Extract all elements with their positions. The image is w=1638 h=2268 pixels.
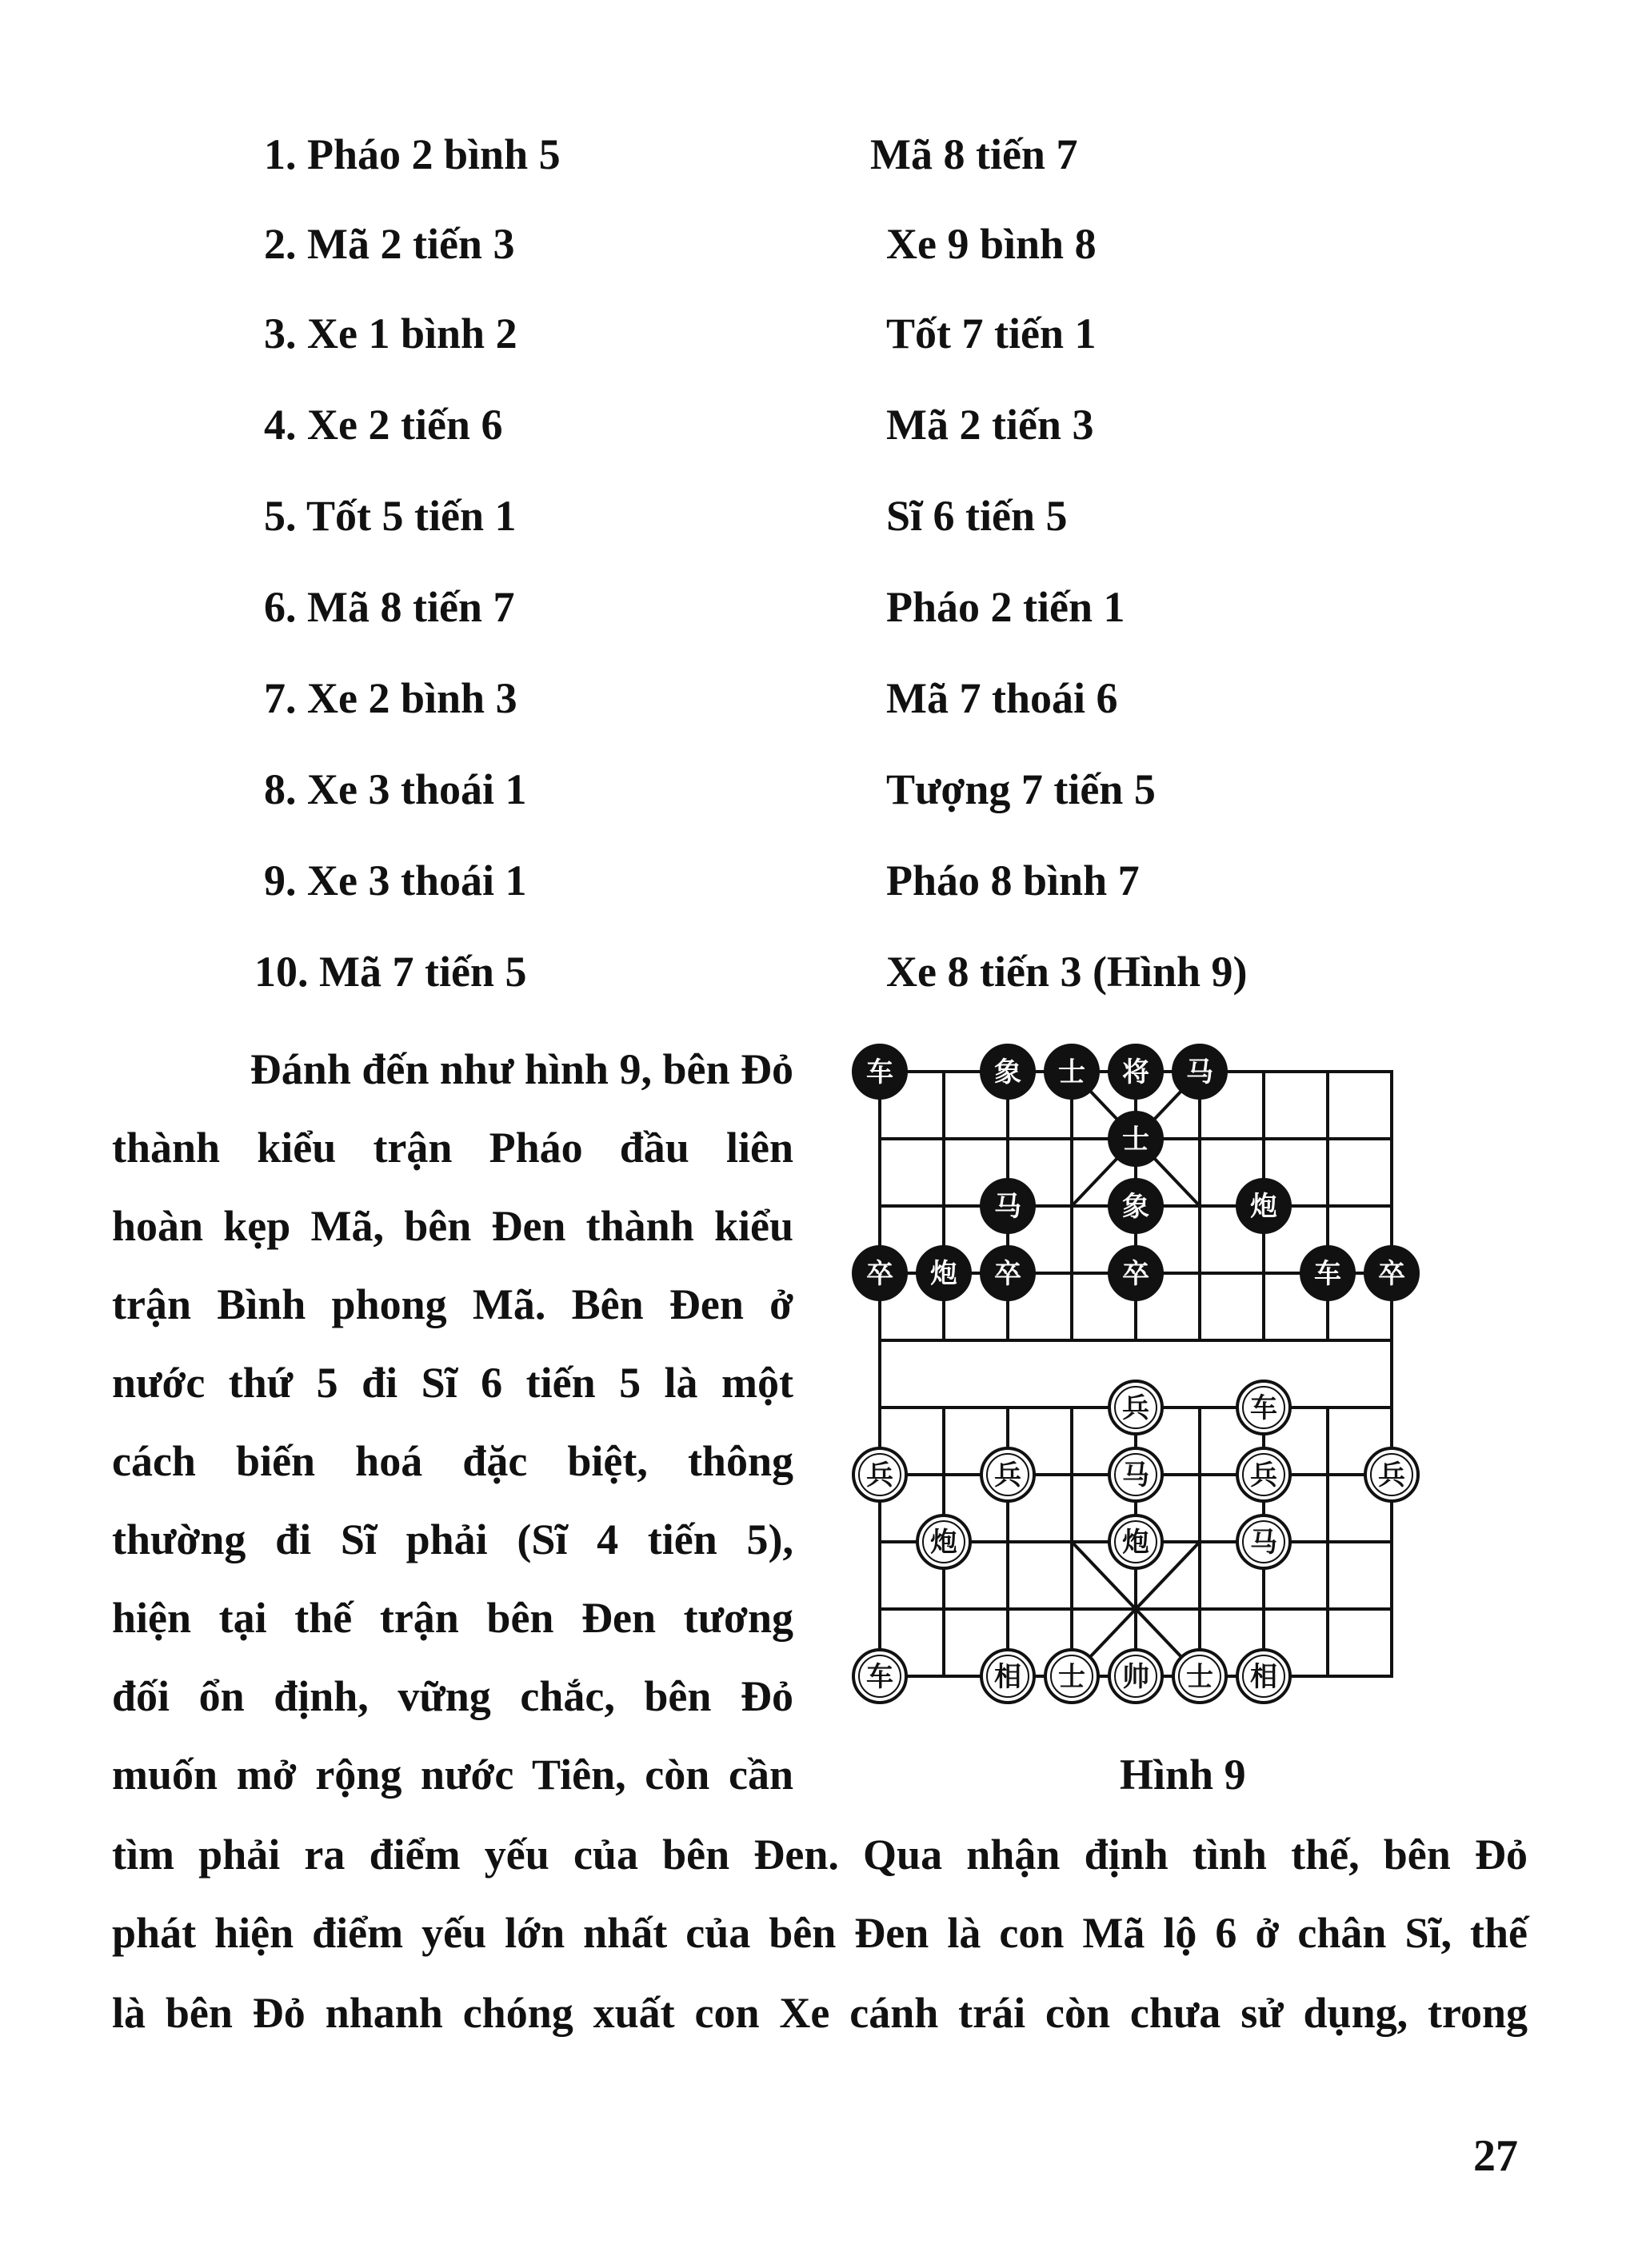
piece-label: 象	[994, 1056, 1021, 1088]
piece-label: 马	[1186, 1056, 1213, 1088]
piece-label: 相	[1250, 1661, 1277, 1693]
paragraph-line: hiện tại thế trận bên Đen tương	[112, 1594, 793, 1642]
piece-label: 炮	[1122, 1527, 1149, 1559]
piece-label: 炮	[930, 1258, 957, 1290]
piece-label: 炮	[1250, 1191, 1277, 1223]
page-number: 27	[1473, 2131, 1518, 2181]
piece-label: 马	[1122, 1459, 1149, 1491]
move-red-7: 7. Xe 2 bình 3	[264, 674, 517, 722]
piece-label: 士	[1122, 1124, 1149, 1156]
paragraph-line: Đánh đến như hình 9, bên Đỏ	[250, 1045, 793, 1093]
piece-label: 兵	[1250, 1459, 1277, 1491]
move-black-5: Sĩ 6 tiến 5	[886, 492, 1068, 540]
piece-label: 兵	[1378, 1459, 1405, 1491]
piece-label: 卒	[994, 1258, 1021, 1290]
move-red-9: 9. Xe 3 thoái 1	[264, 856, 527, 904]
move-black-3: Tốt 7 tiến 1	[886, 309, 1097, 357]
piece-label: 兵	[1122, 1392, 1149, 1424]
piece-label: 车	[866, 1056, 893, 1088]
paragraph-line: là bên Đỏ nhanh chóng xuất con Xe cánh trái còn chưa sử dụng, trong	[112, 1989, 1528, 2037]
piece-label: 士	[1186, 1661, 1213, 1693]
move-red-8: 8. Xe 3 thoái 1	[264, 765, 527, 813]
piece-label: 卒	[1122, 1258, 1149, 1290]
move-red-1: 1. Pháo 2 bình 5	[264, 130, 561, 178]
move-red-10: 10. Mã 7 tiến 5	[254, 948, 527, 996]
piece-label: 帅	[1122, 1661, 1149, 1693]
paragraph-line: nước thứ 5 đi Sĩ 6 tiến 5 là một	[112, 1359, 793, 1407]
move-black-9: Pháo 8 bình 7	[886, 856, 1140, 904]
piece-label: 将	[1122, 1056, 1149, 1088]
piece-label: 卒	[866, 1258, 893, 1290]
piece-label: 士	[1058, 1056, 1085, 1088]
figure-caption: Hình 9	[1120, 1751, 1246, 1799]
paragraph-line: cách biến hoá đặc biệt, thông	[112, 1437, 793, 1485]
move-black-1: Mã 8 tiến 7	[870, 130, 1078, 178]
move-black-2: Xe 9 bình 8	[886, 220, 1097, 268]
move-red-2: 2. Mã 2 tiến 3	[264, 220, 515, 268]
xiangqi-board-figure	[832, 1040, 1440, 1711]
piece-label: 马	[994, 1191, 1021, 1223]
piece-label: 士	[1058, 1661, 1085, 1693]
paragraph-line: đối ổn định, vững chắc, bên Đỏ	[112, 1672, 793, 1720]
move-black-8: Tượng 7 tiến 5	[886, 765, 1156, 813]
piece-label: 兵	[994, 1459, 1021, 1491]
move-red-5: 5. Tốt 5 tiến 1	[264, 492, 517, 540]
move-black-10: Xe 8 tiến 3 (Hình 9)	[886, 948, 1248, 996]
move-black-4: Mã 2 tiến 3	[886, 401, 1094, 449]
xiangqi-board	[832, 1040, 1440, 1711]
piece-label: 马	[1250, 1527, 1277, 1559]
move-red-3: 3. Xe 1 bình 2	[264, 309, 517, 357]
piece-label: 卒	[1378, 1258, 1405, 1290]
paragraph-line: tìm phải ra điểm yếu của bên Đen. Qua nhận định tình thế, bên Đỏ	[112, 1831, 1528, 1879]
paragraph-line: trận Bình phong Mã. Bên Đen ở	[112, 1280, 793, 1328]
piece-label: 车	[866, 1661, 893, 1693]
move-black-7: Mã 7 thoái 6	[886, 674, 1118, 722]
piece-label: 车	[1314, 1258, 1341, 1290]
piece-label: 车	[1250, 1392, 1277, 1424]
paragraph-line: hoàn kẹp Mã, bên Đen thành kiểu	[112, 1202, 793, 1250]
paragraph-line: thành kiểu trận Pháo đầu liên	[112, 1124, 793, 1172]
piece-label: 象	[1122, 1191, 1149, 1223]
paragraph-line: muốn mở rộng nước Tiên, còn cần	[112, 1751, 793, 1799]
paragraph-line: thường đi Sĩ phải (Sĩ 4 tiến 5),	[112, 1515, 793, 1563]
move-red-6: 6. Mã 8 tiến 7	[264, 583, 515, 631]
piece-label: 相	[994, 1661, 1021, 1693]
paragraph-line: phát hiện điểm yếu lớn nhất của bên Đen là con Mã lộ 6 ở chân Sĩ, thế	[112, 1909, 1528, 1957]
piece-label: 炮	[930, 1527, 957, 1559]
piece-label: 兵	[866, 1459, 893, 1491]
move-red-4: 4. Xe 2 tiến 6	[264, 401, 503, 449]
move-black-6: Pháo 2 tiến 1	[886, 583, 1125, 631]
